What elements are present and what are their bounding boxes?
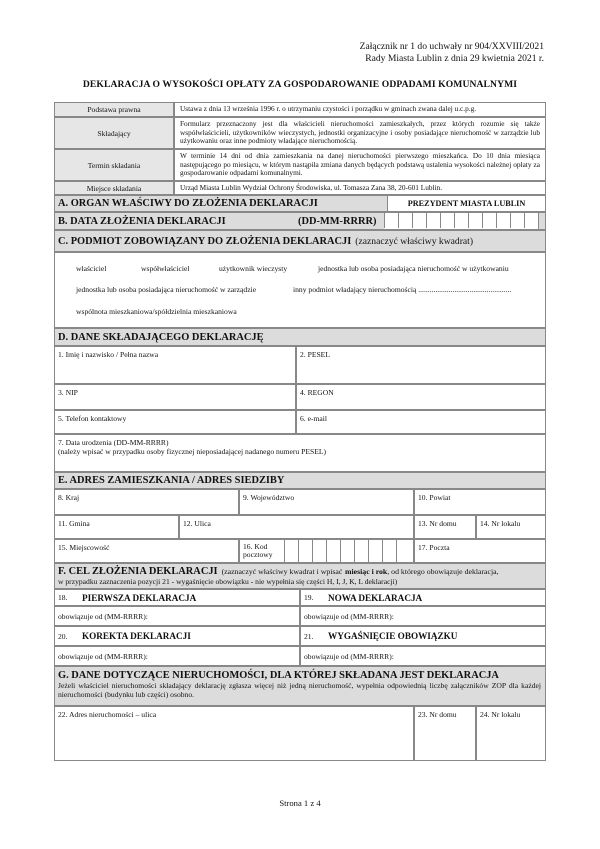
post-office-field[interactable] bbox=[414, 539, 546, 563]
birth-date-note: (należy wpisać w przypadku osoby fizycznej nieposiadającej nadanego numeru PESEL) bbox=[58, 447, 327, 456]
section-f-note-pre: (zaznaczyć właściwy kwadrat i wpisać bbox=[221, 567, 343, 576]
nip-label: 3. NIP bbox=[58, 388, 78, 397]
phone-label: 5. Telefon kontaktowy bbox=[58, 414, 127, 423]
country-label: 8. Kraj bbox=[58, 493, 80, 502]
purpose-first-declaration[interactable] bbox=[54, 589, 300, 606]
regon-label: 4. REGON bbox=[300, 388, 334, 397]
section-d-title: D. DANE SKŁADAJĄCEGO DEKLARACJĘ bbox=[58, 331, 264, 343]
regon-field[interactable] bbox=[296, 384, 546, 410]
purpose-21-label: WYGAŚNIĘCIE OBOWIĄZKU bbox=[328, 631, 458, 641]
section-e-title: E. ADRES ZAMIESZKANIA / ADRES SIEDZIBY bbox=[58, 475, 285, 486]
section-c-title: C. PODMIOT ZOBOWIĄZANY DO ZŁOŻENIA DEKLARACJI bbox=[58, 235, 352, 247]
section-e-header bbox=[54, 472, 546, 489]
meta-label-place: Miejsce składania bbox=[54, 181, 174, 195]
section-b-title: B. DATA ZŁOŻENIA DEKLARACJI bbox=[58, 215, 226, 227]
option-housing-community[interactable]: wspólnota mieszkaniowa/spółdzielnia mieszkaniowa bbox=[76, 307, 237, 316]
property-house-number-field[interactable] bbox=[414, 706, 476, 761]
property-street-field[interactable] bbox=[54, 706, 414, 761]
document-title: DEKLARACJA O WYSOKOŚCI OPŁATY ZA GOSPODAROWANIE ODPADAMI KOMUNALNYMI bbox=[82, 79, 518, 90]
purpose-expiry[interactable] bbox=[300, 626, 546, 646]
name-label: 1. Imię i nazwisko / Pełna nazwa bbox=[58, 350, 159, 359]
country-field[interactable] bbox=[54, 489, 239, 515]
section-d-header bbox=[54, 328, 546, 346]
meta-value-deadline: W terminie 14 dni od dnia zamieszkania na danej nieruchomości pierwszego mieszkańca. Do 10 dnia miesiąca następującego po miesiącu, w którym nastąpiła zmiana danych będących podstawą ustalenia wysokości należnej opłaty za gospodarowanie odpadami komunalnymi. bbox=[174, 149, 546, 181]
purpose-new-declaration[interactable] bbox=[300, 589, 546, 606]
nip-field[interactable] bbox=[54, 384, 296, 410]
organ-value: PREZYDENT MIASTA LUBLIN bbox=[407, 199, 526, 208]
voivodeship-label: 9. Województwo bbox=[243, 493, 295, 502]
option-user-in-use[interactable]: jednostka lub osoba posiadająca nieruchomość w użytkowaniu bbox=[318, 264, 509, 273]
meta-label-filer: Składający bbox=[54, 117, 174, 149]
apartment-number-field[interactable] bbox=[476, 515, 546, 539]
purpose-21-date[interactable] bbox=[300, 646, 546, 666]
purpose-18-from-label: obowiązuje od (MM-RRRR): bbox=[58, 611, 148, 621]
birth-date-label: 7. Data urodzenia (DD-MM-RRRR) bbox=[58, 438, 169, 447]
section-c-header bbox=[54, 230, 546, 252]
house-number-field[interactable] bbox=[414, 515, 476, 539]
county-field[interactable] bbox=[414, 489, 546, 515]
section-g-title: G. DANE DOTYCZĄCE NIERUCHOMOŚCI, DLA KTÓREJ SKŁADANA JEST DEKLARACJA bbox=[58, 670, 499, 681]
section-f-title: F. CEL ZŁOŻENIA DEKLARACJI bbox=[58, 566, 218, 577]
attachment-note bbox=[360, 41, 544, 65]
birth-date-field[interactable] bbox=[54, 434, 546, 472]
section-f-note-post: , od którego obowiązuje deklaracja, bbox=[387, 567, 499, 576]
purpose-20-from-label: obowiązuje od (MM-RRRR): bbox=[58, 651, 148, 661]
pesel-field[interactable] bbox=[296, 346, 546, 384]
section-f-note-bold: miesiąc i rok bbox=[344, 567, 388, 576]
purpose-correction[interactable] bbox=[54, 626, 300, 646]
postal-code-boxes[interactable] bbox=[284, 540, 410, 562]
meta-value-legal-basis: Ustawa z dnia 13 września 1996 r. o utrzymaniu czystości i porządku w gminach zwana dalej u.c.p.g. bbox=[174, 102, 546, 117]
purpose-19-date[interactable] bbox=[300, 606, 546, 626]
section-b-format: (DD-MM-RRRR) bbox=[298, 215, 377, 227]
meta-value-place: Urząd Miasta Lublin Wydział Ochrony Środowiska, ul. Tomasza Zana 38, 20-601 Lublin. bbox=[174, 181, 546, 195]
attachment-line-1: Załącznik nr 1 do uchwały nr 904/XXVIII/2021 bbox=[359, 41, 544, 52]
section-g-note: Jeżeli właściciel nieruchomości składający deklarację zgłasza więcej niż jedną nieruchomość, wypełnia odpowiednią liczbę załączników ZOP dla każdej nieruchomości (budynku lub części) osobno. bbox=[58, 681, 541, 699]
email-label: 6. e-mail bbox=[300, 414, 327, 423]
email-field[interactable] bbox=[296, 410, 546, 434]
purpose-21-number: 21. bbox=[304, 631, 314, 641]
meta-value-filer: Formularz przeznaczony jest dla właścicieli nieruchomości zamieszkałych, przez których rozumie się także współwłaścicieli, użytkowników wieczystych, jednostki organizacyjne i osoby posiadające nieruchomość w zarządzie lub użytkowaniu oraz inne podmioty władające nieruchomością. bbox=[174, 117, 546, 149]
pesel-label: 2. PESEL bbox=[300, 350, 330, 359]
section-f-note-2: w przypadku zaznaczenia pozycji 21 - wygaśnięcie obowiązku - nie wypełnia się części H, I, J, K, L deklaracji) bbox=[58, 577, 398, 586]
property-apartment-number-field[interactable] bbox=[476, 706, 546, 761]
meta-label-legal-basis: Podstawa prawna bbox=[54, 102, 174, 117]
city-field[interactable] bbox=[54, 539, 239, 563]
street-label: 12. Ulica bbox=[183, 519, 211, 528]
purpose-20-date[interactable] bbox=[54, 646, 300, 666]
city-label: 15. Miejscowość bbox=[58, 543, 110, 552]
property-street-label: 22. Adres nieruchomości – ulica bbox=[58, 710, 157, 719]
purpose-20-label: KOREKTA DEKLARACJI bbox=[82, 631, 191, 641]
purpose-19-from-label: obowiązuje od (MM-RRRR): bbox=[304, 611, 394, 621]
postal-code-label: 16. Kod bbox=[243, 542, 268, 551]
section-a-title: A. ORGAN WŁAŚCIWY DO ZŁOŻENIA DEKLARACJI bbox=[58, 198, 318, 209]
submission-date-input[interactable] bbox=[384, 213, 539, 229]
attachment-line-2: Rady Miasta Lublin z dnia 29 kwietnia 2021 r. bbox=[365, 53, 544, 64]
purpose-18-date[interactable] bbox=[54, 606, 300, 626]
section-f-header bbox=[54, 563, 546, 589]
option-owner[interactable]: właściciel bbox=[76, 264, 107, 273]
section-g-header bbox=[54, 666, 546, 706]
commune-field[interactable] bbox=[54, 515, 179, 539]
phone-field[interactable] bbox=[54, 410, 296, 434]
purpose-19-number: 19. bbox=[304, 593, 314, 602]
name-field[interactable] bbox=[54, 346, 296, 384]
meta-label-deadline: Termin składania bbox=[54, 149, 174, 181]
page-number: Strona 1 z 4 bbox=[279, 798, 321, 808]
organ-field bbox=[387, 195, 546, 212]
option-manager[interactable]: jednostka lub osoba posiadająca nieruchomość w zarządzie bbox=[76, 285, 257, 294]
purpose-18-number: 18. bbox=[58, 593, 68, 602]
street-field[interactable] bbox=[179, 515, 414, 539]
post-office-label: 17. Poczta bbox=[418, 543, 450, 552]
house-number-label: 13. Nr domu bbox=[418, 519, 457, 528]
postal-code-label-2: pocztowy bbox=[243, 550, 273, 560]
purpose-21-from-label: obowiązuje od (MM-RRRR): bbox=[304, 651, 394, 661]
purpose-19-label: NOWA DEKLARACJA bbox=[328, 592, 423, 603]
purpose-18-label: PIERWSZA DEKLARACJA bbox=[82, 592, 197, 603]
option-other-entity[interactable]: inny podmiot władający nieruchomością ................................................. bbox=[293, 285, 512, 294]
purpose-20-number: 20. bbox=[58, 631, 68, 641]
property-house-number-label: 23. Nr domu bbox=[418, 710, 457, 719]
option-perpetual-user[interactable]: użytkownik wieczysty bbox=[219, 264, 288, 273]
section-c-note: (zaznaczyć właściwy kwadrat) bbox=[355, 235, 474, 247]
voivodeship-field[interactable] bbox=[239, 489, 414, 515]
county-label: 10. Powiat bbox=[418, 493, 451, 502]
commune-label: 11. Gmina bbox=[58, 519, 90, 528]
property-apartment-number-label: 24. Nr lokalu bbox=[480, 710, 521, 719]
apartment-number-label: 14. Nr lokalu bbox=[480, 519, 521, 528]
option-co-owner[interactable]: współwłaściciel bbox=[141, 264, 190, 273]
